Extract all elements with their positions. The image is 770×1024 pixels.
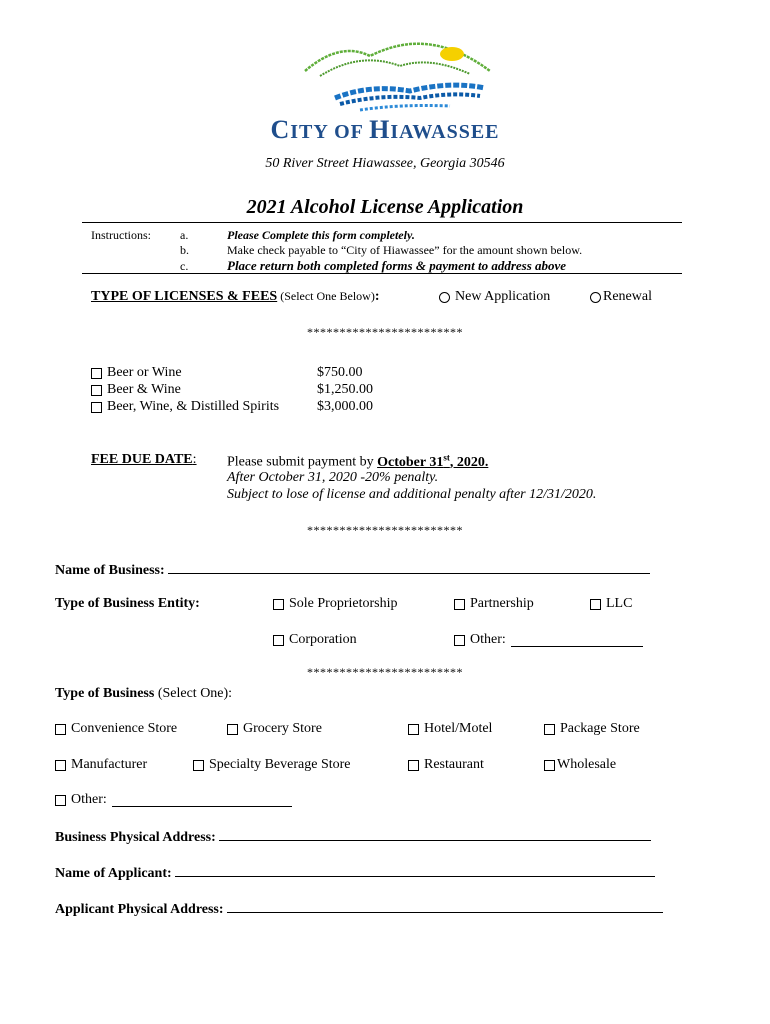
license-types-colon: : (374, 289, 380, 304)
city-name-part1: ITY OF (290, 121, 370, 143)
license-types-note: (Select One Below) (277, 289, 375, 303)
beer-and-wine-fee: $1,250.00 (317, 382, 373, 397)
grocery-store-label: Grocery Store (243, 721, 322, 736)
business-type-heading (55, 686, 232, 702)
business-name-row (55, 561, 650, 579)
business-address-label: Business Physical Address: (55, 830, 216, 845)
entity-label: Type of Business Entity: (55, 596, 200, 611)
renewal-option[interactable] (590, 289, 652, 305)
fee-due-label-text: FEE DUE DATE (91, 452, 193, 467)
package-store-checkbox[interactable] (544, 724, 555, 735)
city-name-part2: IAWASSEE (390, 121, 500, 143)
type-other-field[interactable] (112, 794, 292, 807)
applicant-address-field[interactable] (227, 900, 663, 913)
restaurant-checkbox[interactable] (408, 760, 419, 771)
type-other-label: Other: (71, 792, 107, 807)
business-name-field[interactable] (168, 561, 650, 574)
fee-due-line1 (227, 452, 488, 471)
business-address-field[interactable] (219, 828, 651, 841)
instruction-text-c: Place return both completed forms & payment to address above (227, 258, 567, 273)
partnership-checkbox[interactable] (454, 599, 465, 610)
beer-or-wine-fee: $750.00 (317, 365, 363, 380)
type-other[interactable] (55, 792, 292, 808)
new-application-option[interactable] (439, 289, 550, 305)
type-grocery-store[interactable] (227, 721, 322, 737)
entity-other-field[interactable] (511, 634, 643, 647)
beer-or-wine-checkbox[interactable] (91, 368, 102, 379)
business-address-row (55, 828, 651, 846)
llc-checkbox[interactable] (590, 599, 601, 610)
city-address: 50 River Street Hiawassee, Georgia 30546 (265, 156, 505, 171)
instruction-letter-c: c. (180, 259, 189, 273)
renewal-label: Renewal (603, 289, 652, 304)
license-option-beer-and-wine[interactable] (91, 382, 181, 398)
partnership-label: Partnership (470, 596, 534, 611)
instructions-label: Instructions: (91, 228, 151, 242)
convenience-store-checkbox[interactable] (55, 724, 66, 735)
applicant-address-row (55, 900, 663, 918)
type-other-checkbox[interactable] (55, 795, 66, 806)
new-application-radio[interactable] (439, 292, 450, 303)
hotel-motel-checkbox[interactable] (408, 724, 419, 735)
llc-label: LLC (606, 596, 633, 611)
page-title: 2021 Alcohol License Application (246, 196, 524, 218)
type-hotel-motel[interactable] (408, 721, 492, 737)
hotel-motel-label: Hotel/Motel (424, 721, 493, 736)
entity-sole-proprietorship[interactable] (273, 596, 398, 612)
applicant-address-label: Applicant Physical Address: (55, 902, 224, 917)
package-store-label: Package Store (560, 721, 640, 736)
type-restaurant[interactable] (408, 757, 484, 773)
applicant-name-label: Name of Applicant: (55, 866, 172, 881)
sole-proprietorship-label: Sole Proprietorship (289, 596, 398, 611)
instruction-letter-b: b. (180, 243, 189, 257)
instruction-letter-a: a. (180, 228, 189, 242)
applicant-name-row (55, 864, 655, 882)
entity-partnership[interactable] (454, 596, 534, 612)
spirits-checkbox[interactable] (91, 402, 102, 413)
new-application-label: New Application (455, 289, 551, 304)
title-rule-top (82, 222, 682, 223)
license-types-heading (91, 289, 380, 305)
type-specialty-beverage-store[interactable] (193, 757, 351, 773)
separator-stars-1: ************************ (307, 325, 463, 339)
corporation-label: Corporation (289, 632, 357, 647)
beer-and-wine-checkbox[interactable] (91, 385, 102, 396)
fee-due-prefix: Please submit payment by (227, 454, 378, 470)
specialty-beverage-store-label: Specialty Beverage Store (209, 757, 351, 772)
spirits-label: Beer, Wine, & Distilled Spirits (107, 399, 280, 414)
separator-stars-2: ************************ (307, 523, 463, 537)
city-name (0, 115, 770, 145)
manufacturer-checkbox[interactable] (55, 760, 66, 771)
entity-llc[interactable] (590, 596, 632, 612)
city-name-h: H (369, 115, 391, 144)
type-wholesale[interactable] (544, 757, 616, 773)
grocery-store-checkbox[interactable] (227, 724, 238, 735)
convenience-store-label: Convenience Store (71, 721, 178, 736)
fee-due-line2: After October 31, 2020 -20% penalty. (227, 470, 439, 485)
type-convenience-store[interactable] (55, 721, 177, 737)
fee-due-date-text: October 31 (377, 454, 444, 470)
applicant-name-field[interactable] (175, 864, 655, 877)
fee-due-date-sup: st (443, 452, 450, 462)
instruction-text-a: Please Complete this form completely. (227, 228, 415, 242)
entity-corporation[interactable] (273, 632, 357, 648)
business-type-note: (Select One): (154, 686, 233, 701)
instruction-text-b: Make check payable to “City of Hiawassee” for the amount shown below. (227, 243, 583, 257)
entity-other-checkbox[interactable] (454, 635, 465, 646)
fee-due-colon: : (192, 452, 197, 467)
manufacturer-label: Manufacturer (71, 757, 148, 772)
license-types-title: TYPE OF LICENSES & FEES (91, 289, 278, 304)
city-name-c: C (270, 115, 291, 144)
business-name-label: Name of Business: (55, 563, 165, 578)
spirits-fee: $3,000.00 (317, 399, 373, 414)
beer-and-wine-label: Beer & Wine (107, 382, 181, 397)
city-logo (300, 36, 500, 116)
business-type-label: Type of Business (55, 686, 155, 701)
entity-other[interactable] (454, 632, 643, 648)
wholesale-checkbox[interactable] (544, 760, 555, 771)
sole-proprietorship-checkbox[interactable] (273, 599, 284, 610)
fee-due-date (377, 452, 489, 470)
renewal-radio[interactable] (590, 292, 601, 303)
fee-due-date-year: , 2020. (449, 454, 489, 470)
type-package-store[interactable] (544, 721, 640, 737)
type-manufacturer[interactable] (55, 757, 147, 773)
fee-due-line3: Subject to lose of license and additional penalty after 12/31/2020. (227, 487, 597, 502)
fee-due-label (91, 452, 197, 468)
separator-stars-3: ************************ (307, 665, 463, 679)
license-option-beer-or-wine[interactable] (91, 365, 182, 381)
entity-other-label: Other: (470, 632, 506, 647)
wholesale-label: Wholesale (557, 757, 617, 772)
title-rule-bottom (82, 273, 682, 274)
beer-or-wine-label: Beer or Wine (107, 365, 182, 380)
corporation-checkbox[interactable] (273, 635, 284, 646)
specialty-beverage-store-checkbox[interactable] (193, 760, 204, 771)
license-option-spirits[interactable] (91, 399, 279, 415)
restaurant-label: Restaurant (424, 757, 484, 772)
